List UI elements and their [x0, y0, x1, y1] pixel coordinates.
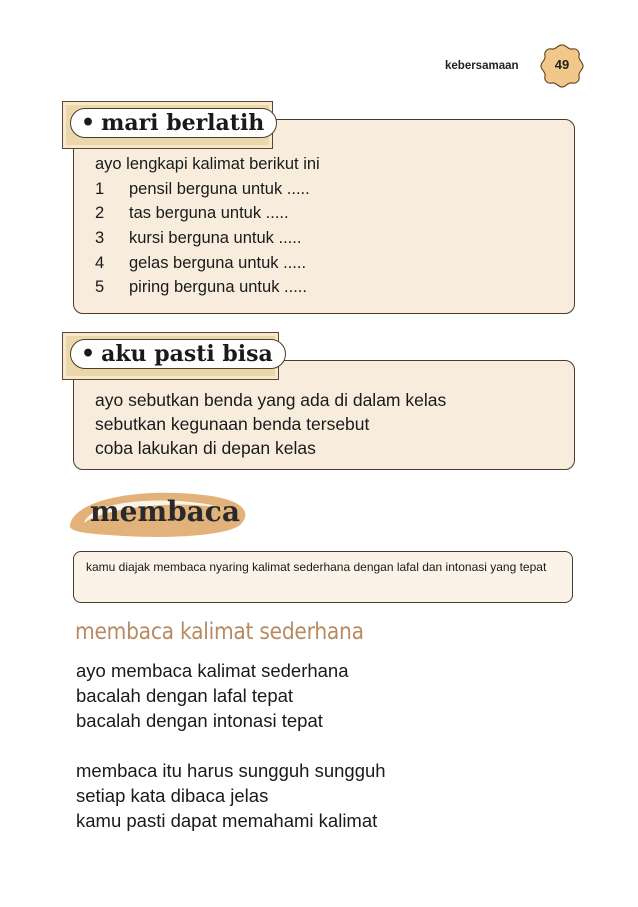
practice-item [95, 254, 306, 273]
challenge-line: ayo sebutkan benda yang ada di dalam kelas [95, 390, 447, 410]
item-text: pensil berguna untuk ..... [129, 180, 310, 198]
practice-item [95, 229, 301, 248]
item-number: 4 [95, 254, 105, 272]
practice-item [95, 204, 289, 223]
objective-box: kamu diajak membaca nyaring kalimat sederhana dengan lafal dan intonasi yang tepat [73, 551, 573, 603]
item-text: kursi berguna untuk ..... [129, 229, 302, 247]
reading-line: kamu pasti dapat memahami kalimat [76, 810, 378, 831]
reading-line: bacalah dengan intonasi tepat [76, 710, 323, 731]
item-number: 3 [95, 229, 105, 247]
challenge-line: coba lakukan di depan kelas [95, 438, 316, 458]
chapter-title: kebersamaan [445, 60, 519, 72]
challenge-line: sebutkan kegunaan benda tersebut [95, 414, 370, 434]
membaca-logo-text: membaca [90, 495, 240, 528]
practice-item [95, 180, 310, 199]
reading-line: membaca itu harus sungguh sungguh [76, 760, 386, 781]
bullet-icon: • [81, 341, 96, 367]
practice-item [95, 278, 307, 297]
practice-intro: ayo lengkapi kalimat berikut ini [95, 155, 320, 173]
item-number: 5 [95, 278, 105, 296]
item-number: 2 [95, 204, 105, 222]
item-text: piring berguna untuk ..... [129, 278, 307, 296]
item-number: 1 [95, 180, 105, 198]
challenge-title-text: aku pasti bisa [101, 341, 273, 367]
item-text: gelas berguna untuk ..... [129, 254, 307, 272]
bullet-icon: • [81, 110, 96, 136]
reading-line: setiap kata dibaca jelas [76, 785, 269, 806]
reading-line: ayo membaca kalimat sederhana [76, 660, 349, 681]
practice-title [70, 108, 277, 138]
page-number-badge [539, 43, 585, 89]
reading-line: bacalah dengan lafal tepat [76, 685, 294, 706]
practice-title-text: mari berlatih [101, 110, 265, 136]
page-number: 49 [554, 57, 570, 72]
item-text: tas berguna untuk ..... [129, 204, 289, 222]
challenge-title [70, 339, 286, 369]
section-title: membaca kalimat sederhana [75, 619, 364, 645]
membaca-logo [64, 489, 250, 539]
